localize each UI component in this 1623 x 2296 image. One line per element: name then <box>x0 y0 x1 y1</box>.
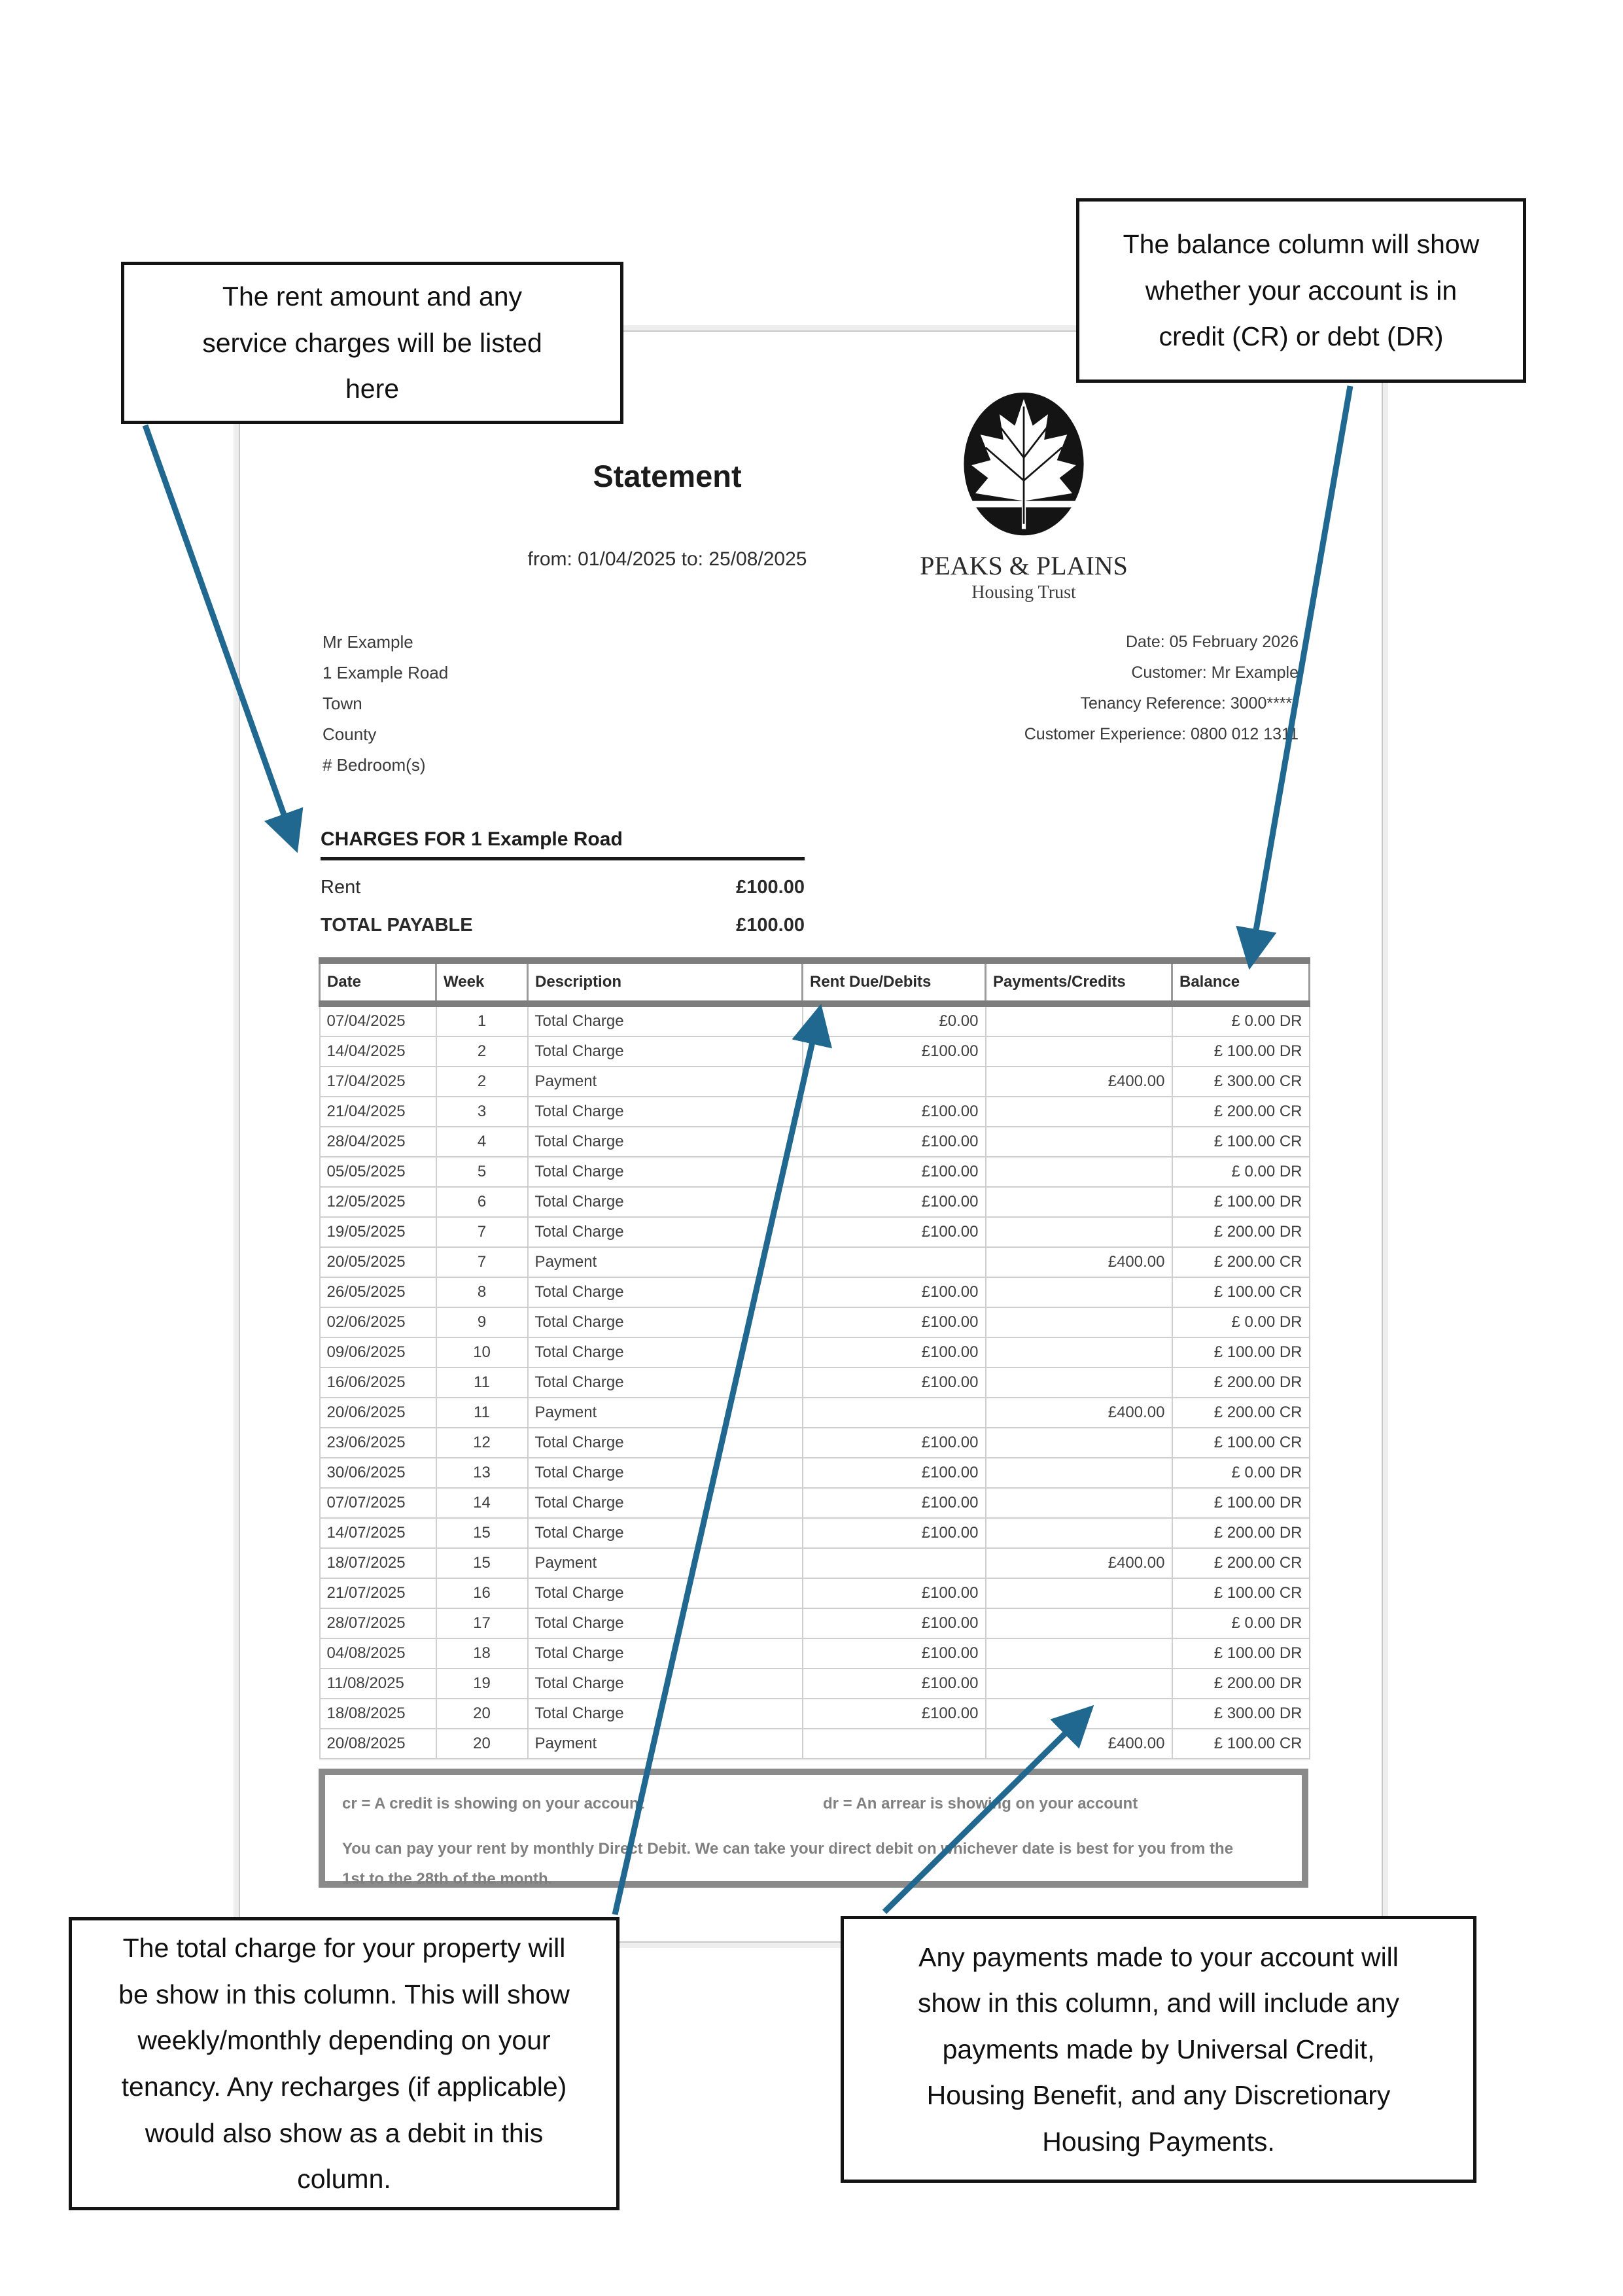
table-cell: 19 <box>436 1669 528 1699</box>
table-cell: 18 <box>436 1638 528 1669</box>
total-payable-amount: £100.00 <box>736 915 805 936</box>
table-cell: 21/07/2025 <box>320 1578 436 1608</box>
table-row <box>320 1578 1310 1608</box>
table-cell: £100.00 <box>803 1307 986 1337</box>
table-cell <box>986 1337 1172 1368</box>
table-cell: 17/04/2025 <box>320 1067 436 1097</box>
table-cell: £ 200.00 DR <box>1172 1368 1310 1398</box>
table-cell: £ 300.00 DR <box>1172 1699 1310 1729</box>
table-cell: 4 <box>436 1127 528 1157</box>
table-cell: 18/08/2025 <box>320 1699 436 1729</box>
table-cell: 09/06/2025 <box>320 1337 436 1368</box>
table-cell: Total Charge <box>528 1337 803 1368</box>
statement-meta <box>720 627 1299 750</box>
table-cell: £100.00 <box>803 1578 986 1608</box>
table-cell <box>986 1277 1172 1307</box>
transactions-table <box>319 957 1310 1759</box>
table-row <box>320 1097 1310 1127</box>
table-cell: 5 <box>436 1157 528 1187</box>
table-cell <box>986 1699 1172 1729</box>
table-cell: 14/07/2025 <box>320 1518 436 1548</box>
table-cell: £100.00 <box>803 1337 986 1368</box>
charge-row-rent <box>321 877 805 898</box>
table-cell: Payment <box>528 1247 803 1277</box>
account-notes-box <box>319 1769 1308 1888</box>
column-header: Rent Due/Debits <box>803 961 986 1004</box>
table-cell: 2 <box>436 1036 528 1067</box>
table-cell: £100.00 <box>803 1699 986 1729</box>
table-cell <box>986 1217 1172 1247</box>
table-cell: 20 <box>436 1729 528 1759</box>
table-cell: 20/06/2025 <box>320 1398 436 1428</box>
table-row <box>320 1368 1310 1398</box>
callout-text: The rent amount and any service charges will be listed here <box>202 281 542 404</box>
table-cell: Total Charge <box>528 1127 803 1157</box>
table-cell: £0.00 <box>803 1004 986 1036</box>
table-cell: £100.00 <box>803 1217 986 1247</box>
table-cell: £ 200.00 CR <box>1172 1398 1310 1428</box>
table-row <box>320 1669 1310 1699</box>
table-cell: £100.00 <box>803 1608 986 1638</box>
table-cell: £ 100.00 CR <box>1172 1277 1310 1307</box>
table-row <box>320 1307 1310 1337</box>
table-row <box>320 1428 1310 1458</box>
table-cell: £ 200.00 CR <box>1172 1097 1310 1127</box>
meta-customer-experience: Customer Experience: 0800 012 1311 <box>1024 725 1299 743</box>
table-cell: £ 100.00 DR <box>1172 1187 1310 1217</box>
recipient-line: 1 Example Road <box>323 663 449 682</box>
table-cell <box>986 1097 1172 1127</box>
table-cell: £ 0.00 DR <box>1172 1307 1310 1337</box>
table-cell: 28/04/2025 <box>320 1127 436 1157</box>
table-row <box>320 1518 1310 1548</box>
page-title: Statement <box>593 459 742 493</box>
table-cell: £100.00 <box>803 1097 986 1127</box>
charge-row-total <box>321 915 805 936</box>
table-cell: 15 <box>436 1548 528 1578</box>
table-cell: Total Charge <box>528 1608 803 1638</box>
table-cell: Total Charge <box>528 1004 803 1036</box>
recipient-line: # Bedroom(s) <box>323 755 426 775</box>
table-cell: £100.00 <box>803 1368 986 1398</box>
table-cell: Payment <box>528 1398 803 1428</box>
table-cell: £ 100.00 CR <box>1172 1729 1310 1759</box>
table-cell: £ 100.00 CR <box>1172 1578 1310 1608</box>
cr-note: cr = A credit is showing on your account <box>342 1795 644 1812</box>
table-cell: 9 <box>436 1307 528 1337</box>
table-cell: 17 <box>436 1608 528 1638</box>
table-cell <box>986 1127 1172 1157</box>
table-cell: 14 <box>436 1488 528 1518</box>
table-cell <box>803 1067 986 1097</box>
table-row <box>320 1729 1310 1759</box>
table-header-row <box>320 961 1310 1004</box>
table-cell: £100.00 <box>803 1638 986 1669</box>
table-cell: 16 <box>436 1578 528 1608</box>
table-cell: 28/07/2025 <box>320 1608 436 1638</box>
table-cell: 26/05/2025 <box>320 1277 436 1307</box>
table-cell: Total Charge <box>528 1036 803 1067</box>
statement-table-body <box>320 1004 1310 1759</box>
table-cell: Total Charge <box>528 1368 803 1398</box>
table-cell: £ 0.00 DR <box>1172 1458 1310 1488</box>
table-cell: 12 <box>436 1428 528 1458</box>
recipient-address <box>323 627 448 781</box>
table-cell: £ 200.00 CR <box>1172 1548 1310 1578</box>
table-cell: 21/04/2025 <box>320 1097 436 1127</box>
callout-total-charge-column <box>69 1917 620 2210</box>
table-cell: 04/08/2025 <box>320 1638 436 1669</box>
table-cell: 20/05/2025 <box>320 1247 436 1277</box>
table-cell: £100.00 <box>803 1428 986 1458</box>
table-cell: £100.00 <box>803 1669 986 1699</box>
table-cell: Total Charge <box>528 1277 803 1307</box>
table-cell: £ 0.00 DR <box>1172 1608 1310 1638</box>
column-header: Payments/Credits <box>986 961 1172 1004</box>
table-cell: 6 <box>436 1187 528 1217</box>
table-cell: £400.00 <box>986 1548 1172 1578</box>
table-cell: 2 <box>436 1067 528 1097</box>
meta-tenancy-reference: Tenancy Reference: 3000***** <box>1080 694 1299 713</box>
table-cell: £ 0.00 DR <box>1172 1157 1310 1187</box>
table-cell: Payment <box>528 1729 803 1759</box>
table-cell: £400.00 <box>986 1247 1172 1277</box>
table-row <box>320 1247 1310 1277</box>
table-row <box>320 1187 1310 1217</box>
table-cell <box>803 1729 986 1759</box>
table-row <box>320 1337 1310 1368</box>
charges-heading: CHARGES FOR 1 Example Road <box>321 828 805 860</box>
table-cell: Total Charge <box>528 1428 803 1458</box>
table-cell: £ 100.00 DR <box>1172 1638 1310 1669</box>
recipient-line: Town <box>323 694 362 713</box>
charge-amount: £100.00 <box>736 877 805 898</box>
table-cell: £100.00 <box>803 1157 986 1187</box>
table-cell <box>986 1638 1172 1669</box>
table-row <box>320 1458 1310 1488</box>
callout-text: Any payments made to your account will show in this column, and will include any payments made by Universal Credit, Housing Benefit, and any Discretionary Housing Payments. <box>917 1941 1400 2157</box>
table-cell: 16/06/2025 <box>320 1368 436 1398</box>
table-cell: 11/08/2025 <box>320 1669 436 1699</box>
table-cell: Total Charge <box>528 1488 803 1518</box>
column-header: Date <box>320 961 436 1004</box>
table-cell: Total Charge <box>528 1638 803 1669</box>
table-cell: 15 <box>436 1518 528 1548</box>
table-cell: £400.00 <box>986 1398 1172 1428</box>
statement-date-range: from: 01/04/2025 to: 25/08/2025 <box>527 548 807 570</box>
table-cell: Total Charge <box>528 1157 803 1187</box>
meta-customer: Customer: Mr Example <box>1131 663 1299 682</box>
table-row <box>320 1217 1310 1247</box>
table-row <box>320 1638 1310 1669</box>
table-cell: £ 0.00 DR <box>1172 1004 1310 1036</box>
table-row <box>320 1699 1310 1729</box>
table-cell: £ 100.00 CR <box>1172 1428 1310 1458</box>
direct-debit-note: You can pay your rent by monthly Direct Debit. We can take your direct debit on whichever date is best for you from the 1st to the 28th of the month. <box>342 1840 1234 1888</box>
table-cell: 13 <box>436 1458 528 1488</box>
table-cell: £100.00 <box>803 1187 986 1217</box>
table-cell <box>986 1157 1172 1187</box>
table-cell: 7 <box>436 1217 528 1247</box>
table-cell: Total Charge <box>528 1217 803 1247</box>
callout-text: The total charge for your property will be show in this column. This will show weekly/monthly depending on your tenancy. Any recharges (if applicable) would also show as a debit in this column. <box>118 1933 570 2195</box>
table-cell: 02/06/2025 <box>320 1307 436 1337</box>
logo-name: PEAKS & PLAINS <box>920 551 1128 580</box>
table-cell: 14/04/2025 <box>320 1036 436 1067</box>
housing-trust-logo <box>906 391 1142 603</box>
table-cell: £ 200.00 DR <box>1172 1217 1310 1247</box>
table-cell: Total Charge <box>528 1699 803 1729</box>
table-row <box>320 1548 1310 1578</box>
table-cell: £ 200.00 CR <box>1172 1247 1310 1277</box>
table-cell: £ 100.00 DR <box>1172 1337 1310 1368</box>
logo-subtitle: Housing Trust <box>971 582 1076 603</box>
table-cell <box>986 1428 1172 1458</box>
recipient-line: County <box>323 724 377 744</box>
table-cell: £ 100.00 CR <box>1172 1127 1310 1157</box>
column-header: Balance <box>1172 961 1310 1004</box>
table-row <box>320 1398 1310 1428</box>
table-cell: 18/07/2025 <box>320 1548 436 1578</box>
callout-balance-column <box>1076 198 1526 383</box>
table-cell: £400.00 <box>986 1729 1172 1759</box>
table-cell <box>986 1488 1172 1518</box>
total-payable-label: TOTAL PAYABLE <box>321 915 473 936</box>
table-cell <box>986 1307 1172 1337</box>
table-row <box>320 1036 1310 1067</box>
table-cell: 1 <box>436 1004 528 1036</box>
table-cell: 23/06/2025 <box>320 1428 436 1458</box>
table-cell <box>986 1518 1172 1548</box>
table-cell: 05/05/2025 <box>320 1157 436 1187</box>
table-cell <box>986 1036 1172 1067</box>
table-cell: 11 <box>436 1368 528 1398</box>
table-cell: 20/08/2025 <box>320 1729 436 1759</box>
table-cell: £100.00 <box>803 1518 986 1548</box>
leaf-icon <box>960 533 1088 544</box>
column-header: Week <box>436 961 528 1004</box>
table-row <box>320 1004 1310 1036</box>
table-cell: Total Charge <box>528 1518 803 1548</box>
table-cell: £ 100.00 DR <box>1172 1488 1310 1518</box>
table-cell: £100.00 <box>803 1036 986 1067</box>
table-cell <box>986 1608 1172 1638</box>
callout-text: The balance column will show whether your account is in credit (CR) or debt (DR) <box>1123 229 1480 352</box>
table-cell <box>986 1004 1172 1036</box>
table-cell <box>803 1247 986 1277</box>
table-cell: Total Charge <box>528 1669 803 1699</box>
table-cell: 19/05/2025 <box>320 1217 436 1247</box>
table-cell <box>986 1669 1172 1699</box>
table-cell: £400.00 <box>986 1067 1172 1097</box>
table-cell: Payment <box>528 1067 803 1097</box>
table-cell: £ 100.00 DR <box>1172 1036 1310 1067</box>
table-row <box>320 1488 1310 1518</box>
meta-date: Date: 05 February 2026 <box>1125 633 1299 651</box>
callout-payments-column <box>841 1916 1476 2183</box>
table-row <box>320 1157 1310 1187</box>
table-cell <box>986 1458 1172 1488</box>
table-cell: £100.00 <box>803 1488 986 1518</box>
table-cell <box>803 1548 986 1578</box>
table-cell: Payment <box>528 1548 803 1578</box>
column-header: Description <box>528 961 803 1004</box>
table-cell: £100.00 <box>803 1127 986 1157</box>
table-row <box>320 1067 1310 1097</box>
table-cell: 30/06/2025 <box>320 1458 436 1488</box>
table-cell: 12/05/2025 <box>320 1187 436 1217</box>
abbreviation-note-line <box>342 1795 1285 1817</box>
table-cell: 11 <box>436 1398 528 1428</box>
charge-label: Rent <box>321 877 361 898</box>
table-cell <box>803 1398 986 1428</box>
table-cell: 8 <box>436 1277 528 1307</box>
table-cell: 7 <box>436 1247 528 1277</box>
table-row <box>320 1127 1310 1157</box>
table-cell: 20 <box>436 1699 528 1729</box>
table-cell <box>986 1578 1172 1608</box>
table-cell: £ 300.00 CR <box>1172 1067 1310 1097</box>
table-row <box>320 1608 1310 1638</box>
table-cell: £ 200.00 DR <box>1172 1669 1310 1699</box>
table-cell: Total Charge <box>528 1097 803 1127</box>
table-cell: Total Charge <box>528 1458 803 1488</box>
table-cell: £100.00 <box>803 1458 986 1488</box>
callout-rent-charges <box>121 262 623 424</box>
table-cell: 3 <box>436 1097 528 1127</box>
table-cell <box>986 1187 1172 1217</box>
table-cell: £100.00 <box>803 1277 986 1307</box>
table-cell: Total Charge <box>528 1187 803 1217</box>
table-cell: Total Charge <box>528 1578 803 1608</box>
table-row <box>320 1277 1310 1307</box>
table-cell: Total Charge <box>528 1307 803 1337</box>
table-cell: £ 200.00 DR <box>1172 1518 1310 1548</box>
table-cell <box>986 1368 1172 1398</box>
table-cell: 07/07/2025 <box>320 1488 436 1518</box>
dr-note: dr = An arrear is showing on your account <box>823 1795 1138 1812</box>
table-cell: 10 <box>436 1337 528 1368</box>
recipient-line: Mr Example <box>323 632 413 652</box>
table-cell: 07/04/2025 <box>320 1004 436 1036</box>
